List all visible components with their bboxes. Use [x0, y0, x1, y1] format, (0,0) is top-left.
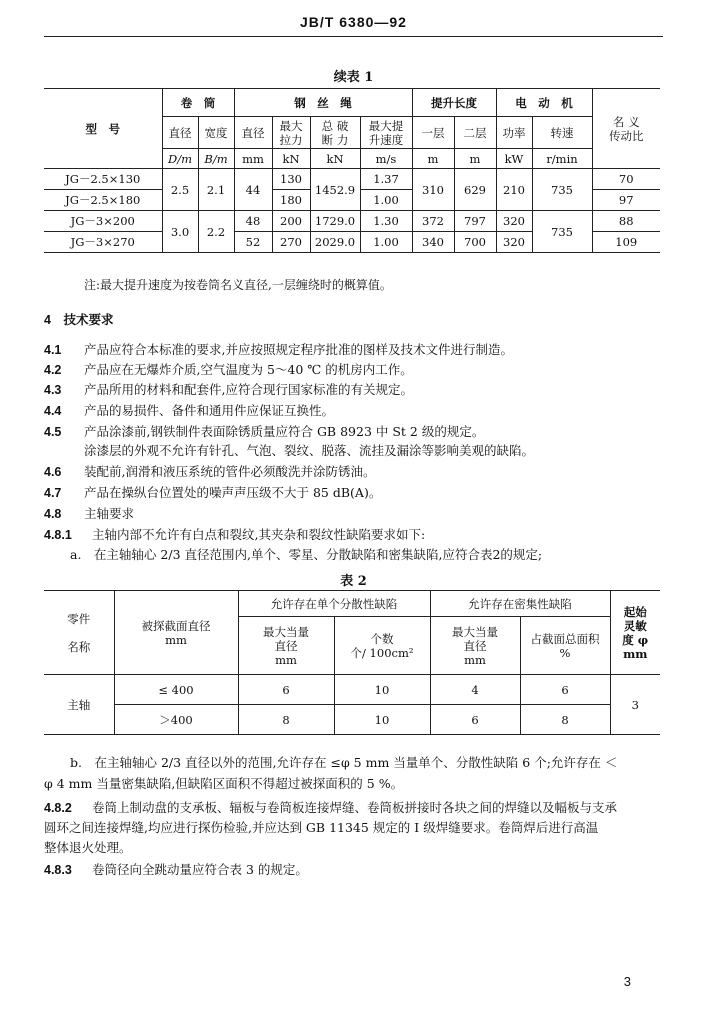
clause-text: 产品应在无爆炸介质,空气温度为 5～40 ℃ 的机房内工作。 [84, 362, 413, 377]
col-dense-defect: 允许存在密集性缺陷 [430, 591, 610, 617]
h-layer2: 二层 [454, 117, 496, 149]
clause-number: 4.4 [44, 404, 62, 418]
clause-number: 4.8.3 [44, 863, 72, 877]
h-layer1: 一层 [412, 117, 454, 149]
cell-model: JG－2.5×180 [44, 190, 162, 211]
cell-rdia: 48 [234, 211, 272, 232]
cell-rpm: 735 [532, 211, 592, 253]
clause-text: φ 4 mm 当量密集缺陷,但缺陷区面积不得超过被探面积的 5 %。 [44, 776, 404, 791]
u-ms: m/s [360, 149, 412, 169]
u-b: B/m [198, 149, 234, 169]
clause-text: 主轴要求 [84, 506, 135, 521]
clause-text: b. 在主轴轴心 2/3 直径以外的范围,允许存在 ≤φ 5 mm 当量单个、分散性缺陷 6 个;允许存在 ＜ [70, 755, 618, 770]
h-speed: 最大提 升速度 [360, 117, 412, 149]
clause-number: 4.1 [44, 343, 62, 357]
clause-number: 4.7 [44, 486, 62, 500]
col-single-defect: 允许存在单个分散性缺陷 [238, 591, 430, 617]
col-model: 型 号 [44, 89, 162, 169]
clause-text: 产品的易损件、备件和通用件应保证互换性。 [84, 403, 335, 418]
u-kn1: kN [272, 149, 310, 169]
cell-maxpull: 180 [272, 190, 310, 211]
col-ratio: 名 义 传动比 [592, 89, 660, 169]
cell-ratio: 88 [592, 211, 660, 232]
clause-number: 4.8 [44, 507, 62, 521]
cell-breaking: 1729.0 [310, 211, 360, 232]
clause-number: 4.6 [44, 465, 62, 479]
cell-sensitivity: 3 [610, 675, 660, 735]
cell-layer1: 340 [412, 232, 454, 253]
cell-dense-area: 6 [520, 675, 610, 705]
cell-width: 2.2 [198, 211, 234, 253]
cell-diameter: ≤ 400 [114, 675, 238, 705]
clause-text: 涂漆层的外观不允许有针孔、气泡、裂纹、脱落、流挂及漏涂等影响美观的缺陷。 [84, 443, 535, 458]
cell-layer1: 372 [412, 211, 454, 232]
clause-number: 4.2 [44, 363, 62, 377]
cell-ratio: 97 [592, 190, 660, 211]
cell-layer2: 700 [454, 232, 496, 253]
document-code: JB/T 6380—92 [300, 14, 407, 30]
h-breaking: 总 破 断 力 [310, 117, 360, 149]
cell-layer2: 629 [454, 169, 496, 211]
h-dia: 直径 [162, 117, 198, 149]
cell-dense-eq: 6 [430, 705, 520, 735]
col-lift: 提升长度 [412, 89, 496, 117]
table-row [44, 705, 660, 735]
table-row [44, 211, 660, 232]
u-m2: m [454, 149, 496, 169]
cell-dia: 2.5 [162, 169, 198, 211]
cell-speed: 1.30 [360, 211, 412, 232]
clause-text: a. 在主轴轴心 2/3 直径范围内,单个、零星、分散缺陷和密集缺陷,应符合表2的规定; [70, 547, 543, 562]
h-rpm: 转速 [532, 117, 592, 149]
cell-layer1: 310 [412, 169, 454, 211]
cell-speed: 1.37 [360, 169, 412, 190]
h-width: 宽度 [198, 117, 234, 149]
cell-maxpull: 130 [272, 169, 310, 190]
cell-power: 210 [496, 169, 532, 211]
table1-note: 注:最大提升速度为按卷筒名义直径,一层缠绕时的概算值。 [84, 278, 392, 292]
cell-power: 320 [496, 232, 532, 253]
h-dense-area: 占截面总面积 % [520, 617, 610, 675]
cell-dia: 3.0 [162, 211, 198, 253]
table1 [44, 88, 660, 253]
h-single-eq: 最大当量 直径 mm [238, 617, 334, 675]
clause-text: 产品应符合本标准的要求,并应按照规定程序批准的图样及技术文件进行制造。 [84, 342, 513, 357]
clause-number: 4.5 [44, 425, 62, 439]
cell-maxpull: 200 [272, 211, 310, 232]
clause-text: 圆环之间连接焊缝,均应进行探伤检验,并应达到 GB 11345 规定的 Ⅰ 级焊缝要求。卷筒焊后进行高温 [44, 820, 599, 835]
clause-number: 4.3 [44, 383, 62, 397]
col-rope: 钢 丝 绳 [234, 89, 412, 117]
cell-single-eq: 8 [238, 705, 334, 735]
cell-single-count: 10 [334, 705, 430, 735]
cell-rdia: 52 [234, 232, 272, 253]
cell-single-eq: 6 [238, 675, 334, 705]
cell-maxpull: 270 [272, 232, 310, 253]
page-number: 3 [623, 974, 631, 989]
cell-layer2: 797 [454, 211, 496, 232]
cell-diameter: ＞400 [114, 705, 238, 735]
header-rule [44, 36, 663, 37]
clause-text: 产品所用的材料和配套件,应符合现行国家标准的有关规定。 [84, 382, 413, 397]
u-mm: mm [234, 149, 272, 169]
cell-model: JG－3×270 [44, 232, 162, 253]
table2 [44, 590, 660, 735]
u-d: D/m [162, 149, 198, 169]
cell-rdia: 44 [234, 169, 272, 211]
cell-dense-eq: 4 [430, 675, 520, 705]
h-dense-eq: 最大当量 直径 mm [430, 617, 520, 675]
clause-number: 4.8.2 [44, 801, 72, 815]
clause-text: 装配前,润滑和液压系统的管件必须酸洗并涂防锈油。 [84, 464, 376, 479]
u-kn2: kN [310, 149, 360, 169]
col-diameter: 被探截面直径 mm [114, 591, 238, 675]
cell-power: 320 [496, 211, 532, 232]
clause-text: 产品涂漆前,钢铁制件表面除锈质量应符合 GB 8923 中 St 2 级的规定。 [84, 424, 485, 439]
u-kw: kW [496, 149, 532, 169]
col-motor: 电 动 机 [496, 89, 592, 117]
cell-ratio: 109 [592, 232, 660, 253]
cell-ratio: 70 [592, 169, 660, 190]
clause-text: 主轴内部不允许有白点和裂纹,其夹杂和裂纹性缺陷要求如下: [92, 527, 426, 542]
cell-model: JG－3×200 [44, 211, 162, 232]
h-power: 功率 [496, 117, 532, 149]
clause-text: 整体退火处理。 [44, 840, 132, 855]
cell-dense-area: 8 [520, 705, 610, 735]
clause-number: 4.8.1 [44, 528, 72, 542]
cell-breaking: 1452.9 [310, 169, 360, 211]
h-rdia: 直径 [234, 117, 272, 149]
table2-caption: 表 2 [340, 574, 367, 589]
cell-speed: 1.00 [360, 190, 412, 211]
col-part: 零件 名称 [44, 591, 114, 675]
h-single-count: 个数 个/ 100cm² [334, 617, 430, 675]
clause-text: 卷筒径向全跳动量应符合表 3 的规定。 [92, 862, 308, 877]
cell-single-count: 10 [334, 675, 430, 705]
clause-text: 卷筒上制动盘的支承板、辐板与卷筒板连接焊缝、卷筒板拼接时各块之间的焊缝以及幅板与支承 [92, 800, 618, 815]
h-maxpull: 最大 拉力 [272, 117, 310, 149]
col-drum: 卷 筒 [162, 89, 234, 117]
table1-caption: 续表 1 [333, 70, 374, 85]
col-sensitivity: 起始 灵敏 度 φ mm [610, 591, 660, 675]
u-rpm: r/min [532, 149, 592, 169]
cell-speed: 1.00 [360, 232, 412, 253]
table-row [44, 169, 660, 190]
cell-model: JG－2.5×130 [44, 169, 162, 190]
cell-part: 主轴 [44, 675, 114, 735]
section-heading: 4 技术要求 [44, 313, 114, 327]
cell-width: 2.1 [198, 169, 234, 211]
u-m1: m [412, 149, 454, 169]
table-row [44, 675, 660, 705]
cell-rpm: 735 [532, 169, 592, 211]
cell-breaking: 2029.0 [310, 232, 360, 253]
clause-text: 产品在操纵台位置处的噪声声压级不大于 85 dB(A)。 [84, 485, 382, 500]
